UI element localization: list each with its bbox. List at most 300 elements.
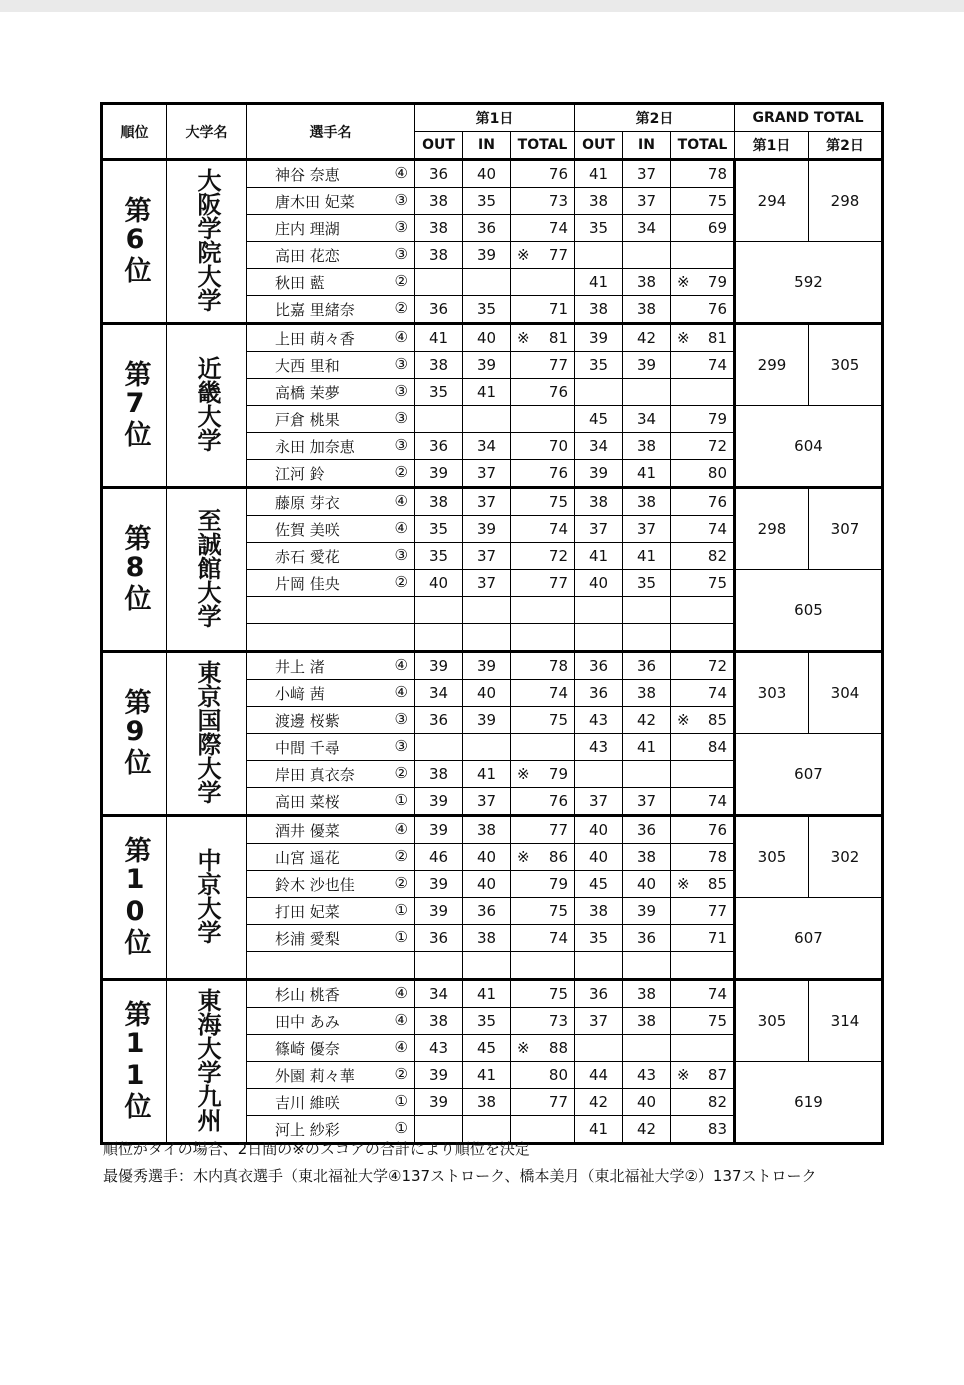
player-name: 田中 あみ [275, 1012, 340, 1031]
d2-out-cell: 40 [575, 570, 623, 597]
d2-in-cell [623, 624, 671, 652]
player-cell [247, 597, 415, 624]
d1-out-cell: 39 [415, 1089, 463, 1116]
player-name: 河上 紗彩 [275, 1120, 340, 1139]
table-row [102, 980, 883, 1008]
d1-in-cell: 41 [463, 1062, 511, 1089]
score-value: 78 [707, 848, 727, 866]
player-cell [247, 215, 415, 242]
d2-in-cell: 39 [623, 352, 671, 379]
gt-day2-value: 302 [809, 816, 883, 898]
gt-total-value: 619 [735, 1062, 883, 1144]
tiebreak-mark: ※ [677, 273, 690, 291]
d2-out-cell: 38 [575, 488, 623, 516]
d1-total-cell [511, 624, 575, 652]
d2-total-cell [671, 215, 735, 242]
d2-out-cell: 36 [575, 680, 623, 707]
header-day2-out: OUT [575, 132, 623, 160]
header-grand-total: GRAND TOTAL [735, 104, 883, 132]
rank-cell [102, 160, 167, 324]
team-group [102, 488, 883, 652]
d2-total-cell [671, 898, 735, 925]
d1-in-cell: 37 [463, 570, 511, 597]
rank-label: 第6位 [119, 195, 151, 284]
score-value: 74 [548, 520, 568, 538]
d1-in-cell [463, 597, 511, 624]
player-name: 渡邊 桜紫 [275, 711, 340, 730]
score-value: 70 [548, 437, 568, 455]
player-grade: ② [394, 462, 408, 481]
d1-in-cell: 39 [463, 242, 511, 269]
score-value: 74 [548, 929, 568, 947]
d2-out-cell: 35 [575, 925, 623, 952]
score-value: 74 [707, 684, 727, 702]
gt-total-value: 607 [735, 898, 883, 980]
player-name: 岸田 真衣奈 [275, 765, 355, 784]
d1-out-cell: 38 [415, 215, 463, 242]
player-cell [247, 1089, 415, 1116]
player-grade: ③ [394, 381, 408, 400]
player-name: 藤原 芽衣 [275, 493, 340, 512]
player-name: 永田 加奈恵 [275, 437, 355, 456]
d1-in-cell [463, 952, 511, 980]
gt-day1-value: 305 [735, 980, 809, 1062]
d1-total-cell [511, 1062, 575, 1089]
player-name: 外園 莉々華 [275, 1066, 355, 1085]
d1-in-cell: 35 [463, 296, 511, 324]
player-name: 高橋 茉夢 [275, 383, 340, 402]
d1-out-cell [415, 269, 463, 296]
d1-out-cell: 36 [415, 707, 463, 734]
d2-total-cell [671, 269, 735, 296]
d1-in-cell: 41 [463, 379, 511, 406]
player-name: 杉山 桃香 [275, 985, 340, 1004]
player-name: 吉川 維咲 [275, 1093, 340, 1112]
d2-total-cell [671, 543, 735, 570]
d1-in-cell: 37 [463, 543, 511, 570]
gt-day1-value: 299 [735, 324, 809, 406]
window-top-bar [0, 0, 964, 12]
score-value: 75 [548, 902, 568, 920]
score-value: 79 [548, 875, 568, 893]
university-cell [167, 980, 247, 1144]
d2-out-cell [575, 597, 623, 624]
d2-in-cell: 38 [623, 296, 671, 324]
d1-total-cell [511, 242, 575, 269]
d1-out-cell: 39 [415, 1062, 463, 1089]
d1-total-cell [511, 788, 575, 816]
score-value: 77 [548, 1093, 568, 1111]
score-value: 73 [548, 192, 568, 210]
score-value: 75 [548, 711, 568, 729]
d2-total-cell [671, 188, 735, 215]
table-row [102, 488, 883, 516]
d2-in-cell [623, 242, 671, 269]
d1-total-cell [511, 1089, 575, 1116]
d2-in-cell: 37 [623, 188, 671, 215]
player-name: 佐賀 美咲 [275, 520, 340, 539]
d2-total-cell [671, 761, 735, 788]
d2-total-cell [671, 788, 735, 816]
d1-out-cell [415, 597, 463, 624]
d1-total-cell [511, 952, 575, 980]
player-grade: ① [394, 790, 408, 809]
player-cell [247, 652, 415, 680]
university-cell [167, 324, 247, 488]
score-value: 75 [707, 574, 727, 592]
score-value: 79 [707, 410, 727, 428]
d1-total-cell [511, 296, 575, 324]
d2-out-cell: 43 [575, 734, 623, 761]
score-value: 80 [707, 464, 727, 482]
d1-out-cell: 36 [415, 925, 463, 952]
d2-total-cell [671, 734, 735, 761]
player-cell [247, 406, 415, 433]
player-grade: ③ [394, 190, 408, 209]
player-cell [247, 952, 415, 980]
d1-out-cell: 38 [415, 352, 463, 379]
d2-out-cell: 41 [575, 1116, 623, 1144]
d2-total-cell [671, 952, 735, 980]
results-table [100, 102, 884, 1145]
header-gt-day1: 第1日 [735, 132, 809, 160]
d1-out-cell [415, 406, 463, 433]
tiebreak-mark: ※ [517, 246, 530, 264]
d2-total-cell [671, 296, 735, 324]
d2-out-cell: 38 [575, 188, 623, 215]
player-cell [247, 269, 415, 296]
gt-day1-value: 303 [735, 652, 809, 734]
university-name: 大阪学院大学 [193, 167, 221, 312]
d2-out-cell: 35 [575, 215, 623, 242]
d1-out-cell: 39 [415, 898, 463, 925]
d1-in-cell: 40 [463, 324, 511, 352]
d1-total-cell [511, 379, 575, 406]
player-name: 山宮 遥花 [275, 848, 340, 867]
table-row [102, 816, 883, 844]
d2-total-cell [671, 925, 735, 952]
d2-in-cell: 37 [623, 788, 671, 816]
header-rank: 順位 [102, 104, 167, 160]
d2-in-cell: 37 [623, 516, 671, 543]
player-name: 酒井 優菜 [275, 821, 340, 840]
player-name: 高田 菜桜 [275, 792, 340, 811]
d1-in-cell [463, 269, 511, 296]
player-cell [247, 707, 415, 734]
score-value: 75 [707, 192, 727, 210]
player-grade: ④ [394, 682, 408, 701]
player-cell [247, 460, 415, 488]
gt-total-value: 592 [735, 242, 883, 324]
d2-out-cell: 37 [575, 1008, 623, 1035]
table-row [102, 160, 883, 188]
player-name: 片岡 佳央 [275, 574, 340, 593]
university-name: 東京国際大学 [193, 659, 221, 804]
d2-total-cell [671, 844, 735, 871]
player-cell [247, 543, 415, 570]
rank-cell [102, 324, 167, 488]
score-value: 76 [707, 300, 727, 318]
tiebreak-mark: ※ [677, 1066, 690, 1084]
player-grade: ③ [394, 217, 408, 236]
d2-out-cell: 39 [575, 460, 623, 488]
d2-total-cell [671, 1116, 735, 1144]
d2-in-cell: 42 [623, 707, 671, 734]
d1-out-cell: 39 [415, 816, 463, 844]
player-cell [247, 844, 415, 871]
d1-out-cell: 34 [415, 980, 463, 1008]
gt-day2-value: 304 [809, 652, 883, 734]
player-grade: ② [394, 572, 408, 591]
d2-out-cell [575, 952, 623, 980]
gt-day2-value: 314 [809, 980, 883, 1062]
player-name: 篠崎 優奈 [275, 1039, 340, 1058]
d1-out-cell: 36 [415, 160, 463, 188]
d1-in-cell: 40 [463, 680, 511, 707]
d1-out-cell [415, 734, 463, 761]
d1-total-cell [511, 324, 575, 352]
d1-out-cell [415, 952, 463, 980]
d1-total-cell [511, 816, 575, 844]
rank-label: 第8位 [119, 523, 151, 612]
d1-out-cell: 35 [415, 516, 463, 543]
d2-total-cell [671, 160, 735, 188]
score-value: 76 [548, 383, 568, 401]
d1-total-cell [511, 680, 575, 707]
d1-total-cell [511, 925, 575, 952]
score-value: 74 [707, 792, 727, 810]
player-cell [247, 624, 415, 652]
d1-out-cell: 35 [415, 379, 463, 406]
header-day2-in: IN [623, 132, 671, 160]
score-value: 87 [707, 1066, 727, 1084]
d1-out-cell: 43 [415, 1035, 463, 1062]
score-value: 82 [707, 1093, 727, 1111]
d1-total-cell [511, 433, 575, 460]
score-value: 80 [548, 1066, 568, 1084]
player-name: 比嘉 里緒奈 [275, 300, 355, 319]
d1-in-cell: 37 [463, 788, 511, 816]
score-value: 71 [707, 929, 727, 947]
d2-in-cell [623, 761, 671, 788]
d2-out-cell: 38 [575, 296, 623, 324]
d1-out-cell: 40 [415, 570, 463, 597]
d1-out-cell: 36 [415, 433, 463, 460]
d2-in-cell: 41 [623, 543, 671, 570]
d1-in-cell: 39 [463, 652, 511, 680]
d2-total-cell [671, 1089, 735, 1116]
d2-total-cell [671, 406, 735, 433]
d1-in-cell: 40 [463, 160, 511, 188]
score-value: 84 [707, 738, 727, 756]
d1-out-cell: 39 [415, 460, 463, 488]
d1-total-cell [511, 543, 575, 570]
player-cell [247, 680, 415, 707]
d2-in-cell: 36 [623, 816, 671, 844]
d2-in-cell: 41 [623, 734, 671, 761]
player-grade: ① [394, 1118, 408, 1137]
d2-in-cell: 37 [623, 160, 671, 188]
d2-out-cell: 38 [575, 898, 623, 925]
player-grade: ③ [394, 244, 408, 263]
player-name: 打田 妃菜 [275, 902, 340, 921]
player-cell [247, 1008, 415, 1035]
player-cell [247, 188, 415, 215]
d1-out-cell: 39 [415, 788, 463, 816]
d2-in-cell: 38 [623, 433, 671, 460]
header-gt-day2: 第2日 [809, 132, 883, 160]
d2-in-cell: 35 [623, 570, 671, 597]
d1-total-cell [511, 1035, 575, 1062]
team-group [102, 980, 883, 1144]
university-name: 近畿大学 [193, 355, 221, 452]
score-value: 85 [707, 711, 727, 729]
player-cell [247, 788, 415, 816]
d2-total-cell [671, 980, 735, 1008]
score-value: 74 [548, 684, 568, 702]
gt-total-value: 607 [735, 734, 883, 816]
university-name: 中京大学 [193, 847, 221, 944]
d2-out-cell: 39 [575, 324, 623, 352]
d2-total-cell [671, 379, 735, 406]
d1-total-cell [511, 980, 575, 1008]
d2-out-cell: 35 [575, 352, 623, 379]
d1-in-cell: 36 [463, 215, 511, 242]
d1-in-cell: 40 [463, 871, 511, 898]
tiebreak-mark: ※ [677, 711, 690, 729]
score-value: 78 [548, 657, 568, 675]
score-value: 74 [707, 356, 727, 374]
header-day1-in: IN [463, 132, 511, 160]
rank-cell [102, 488, 167, 652]
score-value: 76 [707, 821, 727, 839]
player-cell [247, 433, 415, 460]
score-value: 83 [707, 1120, 727, 1138]
player-grade: ④ [394, 655, 408, 674]
d2-total-cell [671, 242, 735, 269]
d1-out-cell: 39 [415, 652, 463, 680]
d1-in-cell: 39 [463, 352, 511, 379]
d2-out-cell: 43 [575, 707, 623, 734]
d2-in-cell: 40 [623, 1089, 671, 1116]
score-value: 77 [548, 356, 568, 374]
player-grade: ② [394, 763, 408, 782]
score-value: 77 [548, 821, 568, 839]
d1-total-cell [511, 460, 575, 488]
d2-total-cell [671, 707, 735, 734]
score-value: 75 [548, 493, 568, 511]
score-value: 75 [707, 1012, 727, 1030]
d2-in-cell: 36 [623, 925, 671, 952]
score-value: 85 [707, 875, 727, 893]
d2-in-cell: 38 [623, 1008, 671, 1035]
score-value: 74 [707, 520, 727, 538]
d2-out-cell: 42 [575, 1089, 623, 1116]
d1-out-cell: 39 [415, 871, 463, 898]
tie-rule-note: 順位がタイの場合、2日間の※のスコアの合計により順位を決定 [103, 1140, 530, 1158]
d2-total-cell [671, 324, 735, 352]
player-cell [247, 1062, 415, 1089]
d2-out-cell [575, 379, 623, 406]
d1-total-cell [511, 160, 575, 188]
d1-total-cell [511, 488, 575, 516]
player-cell [247, 488, 415, 516]
d1-in-cell: 41 [463, 761, 511, 788]
d1-in-cell: 45 [463, 1035, 511, 1062]
player-cell [247, 160, 415, 188]
tiebreak-mark: ※ [677, 875, 690, 893]
gt-day1-value: 298 [735, 488, 809, 570]
d2-in-cell: 38 [623, 488, 671, 516]
player-cell [247, 871, 415, 898]
d2-total-cell [671, 516, 735, 543]
player-name: 高田 花恋 [275, 246, 340, 265]
table-row [102, 324, 883, 352]
player-grade: ④ [394, 819, 408, 838]
player-grade: ④ [394, 518, 408, 537]
d2-total-cell [671, 1035, 735, 1062]
d1-out-cell: 38 [415, 488, 463, 516]
d2-total-cell [671, 680, 735, 707]
gt-total-value: 605 [735, 570, 883, 652]
d1-total-cell [511, 352, 575, 379]
gt-day2-value: 298 [809, 160, 883, 242]
d1-out-cell: 38 [415, 242, 463, 269]
d1-total-cell [511, 761, 575, 788]
university-cell [167, 160, 247, 324]
d1-in-cell: 40 [463, 844, 511, 871]
header-day1-total: TOTAL [511, 132, 575, 160]
tiebreak-mark: ※ [517, 765, 530, 783]
d2-out-cell [575, 242, 623, 269]
tiebreak-mark: ※ [517, 329, 530, 347]
d2-out-cell: 36 [575, 652, 623, 680]
d2-total-cell [671, 816, 735, 844]
d1-out-cell: 46 [415, 844, 463, 871]
player-name: 戸倉 桃果 [275, 410, 340, 429]
d1-in-cell [463, 406, 511, 433]
d1-in-cell: 39 [463, 516, 511, 543]
score-value: 72 [548, 547, 568, 565]
player-name: 赤石 愛花 [275, 547, 340, 566]
d2-total-cell [671, 488, 735, 516]
d2-out-cell: 45 [575, 406, 623, 433]
d1-out-cell [415, 624, 463, 652]
d2-out-cell: 37 [575, 788, 623, 816]
player-cell [247, 242, 415, 269]
player-grade: ② [394, 873, 408, 892]
d2-total-cell [671, 624, 735, 652]
d2-in-cell: 40 [623, 871, 671, 898]
player-name: 中間 千尋 [275, 738, 340, 757]
player-name: 大西 里和 [275, 356, 340, 375]
player-cell [247, 925, 415, 952]
d1-total-cell [511, 188, 575, 215]
d1-in-cell: 38 [463, 1089, 511, 1116]
d2-out-cell: 41 [575, 269, 623, 296]
d2-in-cell: 34 [623, 215, 671, 242]
d1-in-cell: 35 [463, 1008, 511, 1035]
table-header [102, 104, 883, 160]
team-group [102, 652, 883, 816]
player-name: 上田 萌々香 [275, 329, 355, 348]
player-grade: ② [394, 846, 408, 865]
d1-in-cell: 38 [463, 925, 511, 952]
d1-total-cell [511, 570, 575, 597]
d2-out-cell: 34 [575, 433, 623, 460]
gt-day1-value: 294 [735, 160, 809, 242]
score-value: 73 [548, 1012, 568, 1030]
